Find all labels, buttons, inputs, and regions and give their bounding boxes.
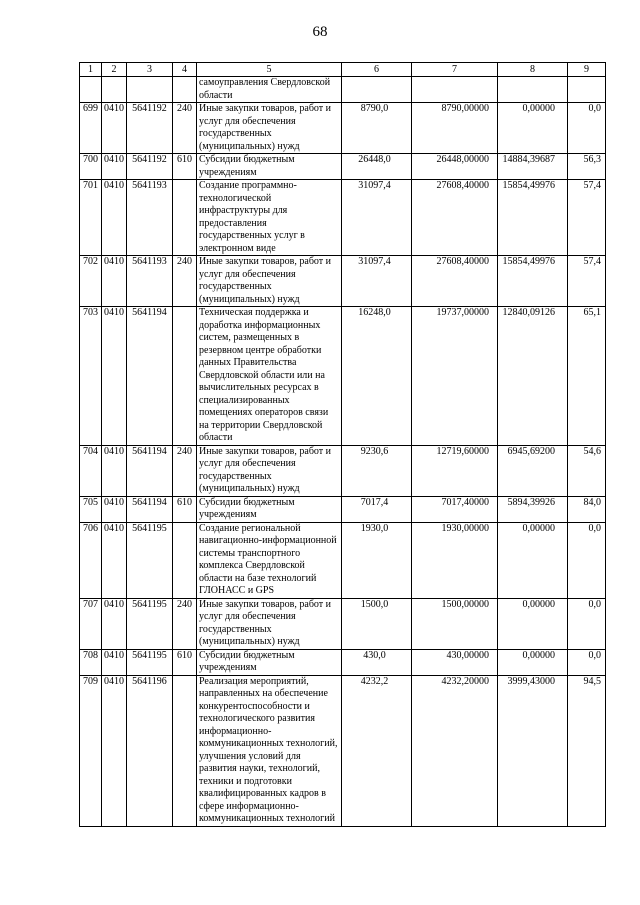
- executed-amount: 3999,43000: [498, 675, 568, 826]
- header-col-3: 3: [127, 63, 173, 77]
- target-code: 5641193: [127, 180, 173, 256]
- approved-amount: 26448,0: [342, 154, 412, 180]
- budget-table: [79, 62, 606, 827]
- expense-type: 610: [173, 649, 197, 675]
- execution-percent: 94,5: [568, 675, 606, 826]
- table-row: [80, 649, 606, 675]
- approved-amount: 430,0: [342, 649, 412, 675]
- section-code: 0410: [102, 496, 127, 522]
- header-col-6: 6: [342, 63, 412, 77]
- header-col-8: 8: [498, 63, 568, 77]
- approved-amount: 9230,6: [342, 445, 412, 496]
- approved-amount: 1930,0: [342, 522, 412, 598]
- planned-amount: 1930,00000: [412, 522, 498, 598]
- execution-percent: 0,0: [568, 649, 606, 675]
- table-row: [80, 256, 606, 307]
- section-code: 0410: [102, 445, 127, 496]
- section-code: 0410: [102, 180, 127, 256]
- item-name: Иные закупки товаров, работ и услуг для обеспечения государственных (муниципальных) нужд: [197, 103, 342, 154]
- planned-amount: 12719,60000: [412, 445, 498, 496]
- planned-amount: 26448,00000: [412, 154, 498, 180]
- approved-amount: 8790,0: [342, 103, 412, 154]
- table-row: [80, 180, 606, 256]
- continuation-row: [80, 77, 606, 103]
- execution-percent: 56,3: [568, 154, 606, 180]
- section-code: 0410: [102, 649, 127, 675]
- execution-percent: 54,6: [568, 445, 606, 496]
- planned-amount: 19737,00000: [412, 307, 498, 446]
- expense-type: 610: [173, 154, 197, 180]
- target-code: 5641195: [127, 522, 173, 598]
- row-number: 704: [80, 445, 102, 496]
- expense-type: 610: [173, 496, 197, 522]
- target-code: 5641195: [127, 649, 173, 675]
- table-row: [80, 307, 606, 446]
- section-code: 0410: [102, 598, 127, 649]
- section-code: 0410: [102, 522, 127, 598]
- approved-amount: 4232,2: [342, 675, 412, 826]
- section-code: 0410: [102, 103, 127, 154]
- approved-amount: 31097,4: [342, 256, 412, 307]
- approved-amount: 16248,0: [342, 307, 412, 446]
- expense-type: 240: [173, 445, 197, 496]
- item-name: Субсидии бюджетным учреждениям: [197, 496, 342, 522]
- item-name: Создание региональной навигационно-информационной системы транспортного комплекса Свердловской области на базе технологий ГЛОНАСС и GPS: [197, 522, 342, 598]
- planned-amount: 27608,40000: [412, 256, 498, 307]
- row-number: 707: [80, 598, 102, 649]
- target-code: 5641196: [127, 675, 173, 826]
- planned-amount: 1500,00000: [412, 598, 498, 649]
- approved-amount: 31097,4: [342, 180, 412, 256]
- target-code: 5641194: [127, 307, 173, 446]
- header-col-9: 9: [568, 63, 606, 77]
- section-code: 0410: [102, 675, 127, 826]
- row-number: 702: [80, 256, 102, 307]
- target-code: 5641192: [127, 103, 173, 154]
- row-number: 709: [80, 675, 102, 826]
- expense-type: [173, 522, 197, 598]
- target-code: 5641195: [127, 598, 173, 649]
- section-code: 0410: [102, 307, 127, 446]
- item-name: Иные закупки товаров, работ и услуг для обеспечения государственных (муниципальных) нужд: [197, 598, 342, 649]
- header-col-7: 7: [412, 63, 498, 77]
- execution-percent: 0,0: [568, 522, 606, 598]
- section-code: 0410: [102, 154, 127, 180]
- execution-percent: 57,4: [568, 256, 606, 307]
- expense-type: [173, 307, 197, 446]
- execution-percent: 84,0: [568, 496, 606, 522]
- row-number: 703: [80, 307, 102, 446]
- target-code: 5641194: [127, 496, 173, 522]
- table-row: [80, 675, 606, 826]
- planned-amount: 4232,20000: [412, 675, 498, 826]
- page-number: 68: [312, 24, 328, 40]
- header-col-5: 5: [197, 63, 342, 77]
- row-number: 708: [80, 649, 102, 675]
- item-name: Субсидии бюджетным учреждениям: [197, 154, 342, 180]
- executed-amount: 5894,39926: [498, 496, 568, 522]
- item-name: Реализация мероприятий, направленных на обеспечение конкурентоспособности и технологического развития информационно-коммуникационных технологий, улучшения условий для развития науки, технологий, техники и подготовки квалифицированных кадров в сфере информационно-коммуникационных технологий: [197, 675, 342, 826]
- item-name: Техническая поддержка и доработка информационных систем, размещенных в резервном центре обработки данных Правительства Свердловской области или на вычислительных ресурсах в специализированных помещениях операторов связи на территории Свердловской области: [197, 307, 342, 446]
- executed-amount: 12840,09126: [498, 307, 568, 446]
- item-name: Создание программно-технологической инфраструктуры для предоставления государственных услуг в электронном виде: [197, 180, 342, 256]
- target-code: 5641194: [127, 445, 173, 496]
- header-col-4: 4: [173, 63, 197, 77]
- row-number: 705: [80, 496, 102, 522]
- planned-amount: 27608,40000: [412, 180, 498, 256]
- executed-amount: 15854,49976: [498, 256, 568, 307]
- table-row: [80, 103, 606, 154]
- target-code: 5641193: [127, 256, 173, 307]
- header-col-2: 2: [102, 63, 127, 77]
- row-number: 706: [80, 522, 102, 598]
- executed-amount: 0,00000: [498, 103, 568, 154]
- expense-type: 240: [173, 256, 197, 307]
- planned-amount: 8790,00000: [412, 103, 498, 154]
- item-name: Иные закупки товаров, работ и услуг для обеспечения государственных (муниципальных) нужд: [197, 256, 342, 307]
- item-name: Субсидии бюджетным учреждениям: [197, 649, 342, 675]
- execution-percent: 0,0: [568, 598, 606, 649]
- executed-amount: 15854,49976: [498, 180, 568, 256]
- header-row: [80, 63, 606, 77]
- table-row: [80, 598, 606, 649]
- executed-amount: 6945,69200: [498, 445, 568, 496]
- expense-type: 240: [173, 598, 197, 649]
- approved-amount: 1500,0: [342, 598, 412, 649]
- expense-type: [173, 180, 197, 256]
- target-code: 5641192: [127, 154, 173, 180]
- table-row: [80, 154, 606, 180]
- expense-type: 240: [173, 103, 197, 154]
- executed-amount: 0,00000: [498, 649, 568, 675]
- section-code: 0410: [102, 256, 127, 307]
- planned-amount: 7017,40000: [412, 496, 498, 522]
- execution-percent: 65,1: [568, 307, 606, 446]
- execution-percent: 0,0: [568, 103, 606, 154]
- execution-percent: 57,4: [568, 180, 606, 256]
- table-row: [80, 496, 606, 522]
- header-col-1: 1: [80, 63, 102, 77]
- row-number: 699: [80, 103, 102, 154]
- table-row: [80, 522, 606, 598]
- planned-amount: 430,00000: [412, 649, 498, 675]
- executed-amount: 14884,39687: [498, 154, 568, 180]
- row-number: 700: [80, 154, 102, 180]
- executed-amount: 0,00000: [498, 522, 568, 598]
- expense-type: [173, 675, 197, 826]
- continuation-text: самоуправления Свердловской области: [197, 77, 342, 103]
- item-name: Иные закупки товаров, работ и услуг для обеспечения государственных (муниципальных) нужд: [197, 445, 342, 496]
- approved-amount: 7017,4: [342, 496, 412, 522]
- table-row: [80, 445, 606, 496]
- executed-amount: 0,00000: [498, 598, 568, 649]
- row-number: 701: [80, 180, 102, 256]
